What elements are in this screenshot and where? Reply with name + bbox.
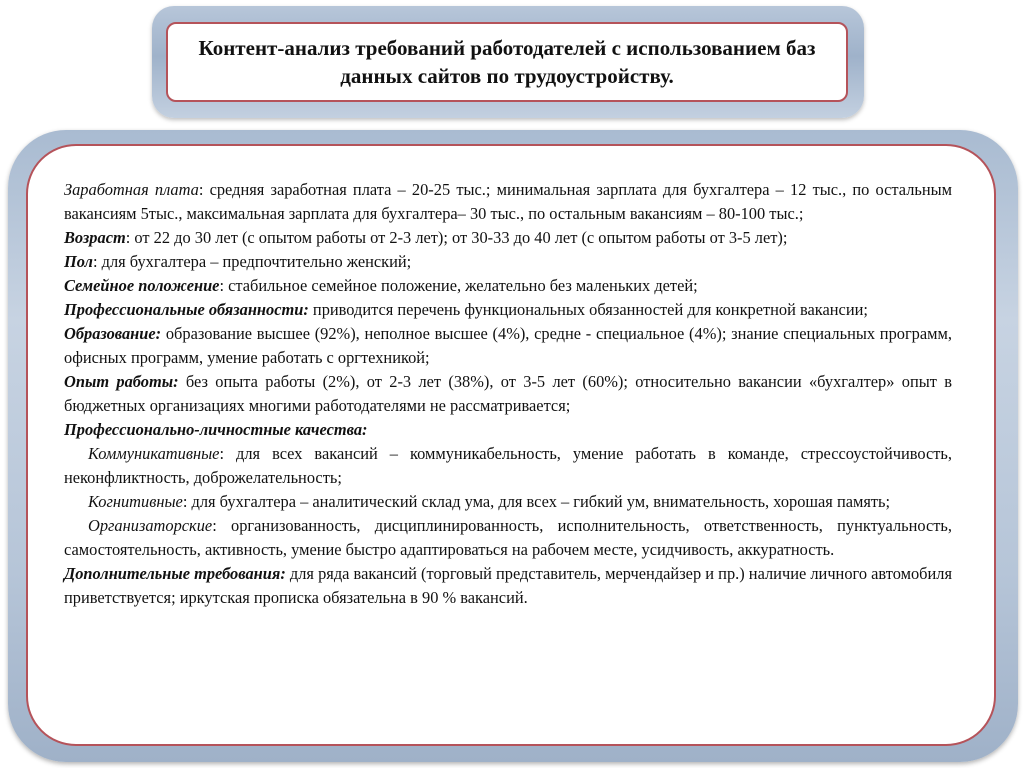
requirement-text: для бухгалтера – предпочтительно женский; bbox=[97, 252, 412, 271]
title-box bbox=[166, 22, 848, 102]
requirement-paragraph bbox=[64, 442, 952, 490]
page-title: Контент-анализ требований работодателей с использованием баз данных сайтов по трудоустройству. bbox=[198, 36, 816, 88]
requirement-paragraph bbox=[64, 274, 952, 298]
term-separator: : bbox=[92, 252, 98, 271]
requirement-term: Заработная плата bbox=[64, 180, 199, 199]
term-separator: : bbox=[198, 180, 204, 199]
requirement-term: Возраст bbox=[64, 228, 126, 247]
requirement-text: для всех вакансий – коммуникабельность, умение работать в команде, стрессоустойчивость, неконфликтность, доброжелательность; bbox=[64, 444, 952, 487]
requirement-text: организованность, дисциплинированность, исполнительность, ответственность, пунктуальность, самостоятельность, активность, умение быстро адаптироваться на рабочем месте, усидчивость, аккуратность. bbox=[64, 516, 952, 559]
requirement-paragraph bbox=[64, 562, 952, 610]
term-separator: : bbox=[219, 276, 225, 295]
term-separator: : bbox=[125, 228, 131, 247]
requirement-text: приводится перечень функциональных обязанностей для конкретной вакансии; bbox=[308, 300, 868, 319]
term-separator: : bbox=[212, 516, 217, 535]
term-separator: : bbox=[219, 444, 225, 463]
requirement-paragraph bbox=[64, 514, 952, 562]
requirement-paragraph bbox=[64, 370, 952, 418]
requirement-term: Дополнительные требования: bbox=[64, 564, 286, 583]
requirement-term: Профессиональные обязанности: bbox=[64, 300, 309, 319]
requirement-text: образование высшее (92%), неполное высшее (4%), средне - специальное (4%); знание специальных программ, офисных программ, умение работать с оргтехникой; bbox=[64, 324, 952, 367]
requirement-term: Образование: bbox=[64, 324, 162, 343]
requirement-paragraph bbox=[64, 178, 952, 226]
requirement-term: Семейное положение bbox=[64, 276, 220, 295]
requirement-term: Опыт работы: bbox=[64, 372, 179, 391]
requirement-text: без опыта работы (2%), от 2-3 лет (38%), от 3-5 лет (60%); относительно вакансии «бухгалтер» опыт в бюджетных организациях многими работодателями не рассматривается; bbox=[64, 372, 952, 415]
requirement-paragraph bbox=[64, 418, 952, 442]
requirement-paragraph bbox=[64, 322, 952, 370]
requirement-term: Коммуникативные bbox=[88, 444, 220, 463]
requirement-text: стабильное семейное положение, желательно без маленьких детей; bbox=[224, 276, 698, 295]
requirement-term: Организаторские bbox=[88, 516, 213, 535]
requirement-text: для бухгалтера – аналитический склад ума, для всех – гибкий ум, внимательность, хорошая память; bbox=[187, 492, 891, 511]
requirement-term: Когнитивные bbox=[88, 492, 183, 511]
requirement-text: от 22 до 30 лет (с опытом работы от 2-3 лет); от 30-33 до 40 лет (с опытом работы от 3-5 лет); bbox=[130, 228, 788, 247]
requirement-paragraph bbox=[64, 250, 952, 274]
requirement-term: Профессионально-личностные качества: bbox=[64, 420, 368, 439]
term-separator: : bbox=[182, 492, 188, 511]
requirement-term: Пол bbox=[64, 252, 93, 271]
requirement-text: для ряда вакансий (торговый представитель, мерчендайзер и пр.) наличие личного автомобиля приветствуется; иркутская прописка обязательна в 90 % вакансий. bbox=[64, 564, 952, 607]
requirement-paragraph bbox=[64, 226, 952, 250]
requirement-text: средняя заработная плата – 20-25 тыс.; минимальная зарплата для бухгалтера – 12 тыс., по остальным вакансиям 5тыс., максимальная зарплата для бухгалтера– 30 тыс., по остальным вакансиям – 80-100 тыс.; bbox=[64, 180, 953, 223]
requirement-paragraph bbox=[64, 298, 952, 322]
requirements-list bbox=[64, 178, 952, 610]
requirement-paragraph bbox=[64, 490, 952, 514]
